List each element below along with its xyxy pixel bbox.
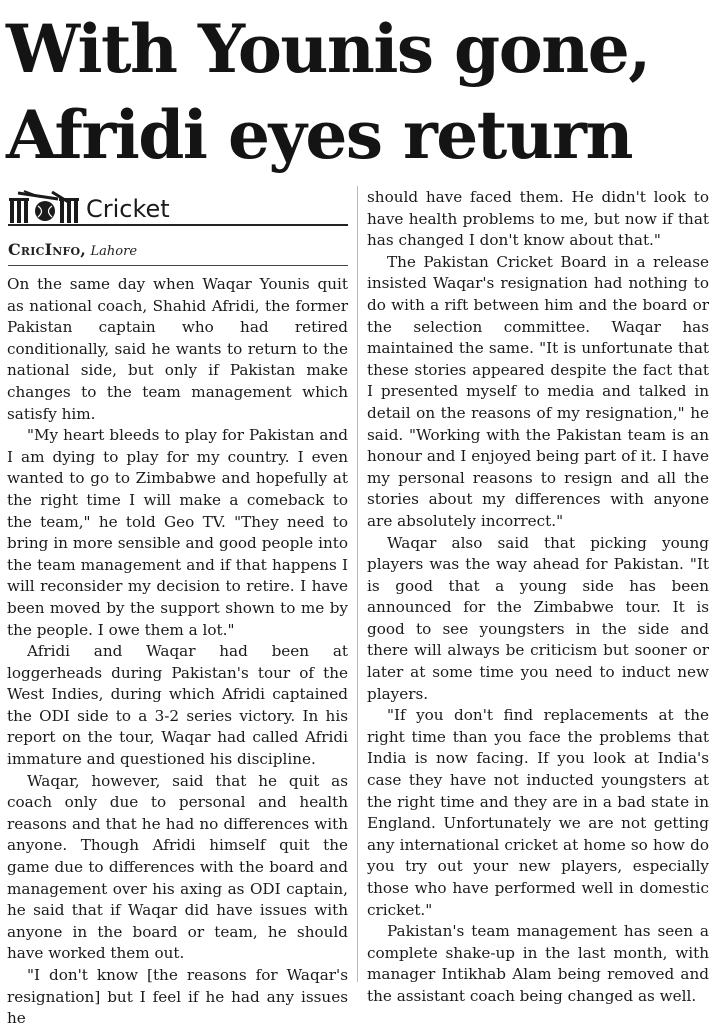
headline-line-2: Afridi eyes return (6, 96, 632, 174)
paragraph: On the same day when Waqar Younis quit as national coach, Shahid Afridi, the former Pakistan captain who had retired conditionally, said he wants to return to the national side, but only if Pakistan make changes to the team management which satisfy him. (7, 275, 348, 423)
headline-line-1: With Younis gone, (6, 10, 650, 88)
paragraph: Afridi and Waqar had been at loggerheads during Pakistan's tour of the West Indies, during which Afridi captained the ODI side to a 3-2 series victory. In his report on the tour, Waqar had called Afridi immature and questioned his discipline. (7, 642, 348, 769)
paragraph: The Pakistan Cricket Board in a release insisted Waqar's resignation had nothing to do with a rift between him and the board or the selection committee. Waqar has maintained the same. "It is unfortunate that these stories appeared despite the fact that I presented myself to media and talked in detail on the reasons of my resignation," he said. "Working with the Pakistan team is an honour and I enjoyed being part of it. I have my personal reasons to resign and all the stories about my differences with anyone are absolutely incorrect." (367, 252, 709, 530)
paragraph: Pakistan's team management has seen a complete shake-up in the last month, with manager Intikhab Alam being removed and the assistant coach being changed as well. (367, 922, 709, 1005)
byline (8, 240, 137, 259)
byline-source: CricInfo, (8, 240, 87, 259)
byline-location: Lahore (90, 244, 138, 259)
column-divider (357, 186, 358, 982)
article-column-1 (7, 274, 348, 1030)
paragraph: Waqar, however, said that he quit as coach only due to personal and health reasons and that he had no differences with anyone. Though Afridi himself quit the game due to differences with the board and management over his axing as ODI captain, he said that if Waqar did have issues with anyone in the board or team, he should have worked them out. (7, 771, 348, 963)
article-column-2 (367, 187, 709, 1008)
paragraph: should have faced them. He didn't look to have health problems to me, but now if that has changed I don't know about that." (367, 188, 709, 250)
section-rule (8, 224, 348, 226)
byline-rule (8, 265, 348, 266)
paragraph: "If you don't find replacements at the right time than you face the problems that India is now facing. If you look at India's case they have not inducted youngsters at the right time and they are in a bad state in England. Unfortunately we are not getting any international cricket at home so how do you try out your new players, especially those who have performed well in domestic cricket." (367, 706, 709, 919)
headline (6, 6, 711, 178)
paragraph: "I don't know [the reasons for Waqar's resignation] but I feel if he had any issues he (7, 966, 348, 1028)
section-label: Cricket (86, 195, 170, 223)
paragraph: Waqar also said that picking young players was the way ahead for Pakistan. "It is good that a young side has been announced for the Zimbabwe tour. It is good to see youngsters in the side and there will always be criticism but sooner or later at some time you need to induct new players. (367, 533, 709, 703)
paragraph: "My heart bleeds to play for Pakistan and I am dying to play for my country. I even wanted to go to Zimbabwe and hopefully at the right time I will make a comeback to the team," he told Geo TV. "They need to bring in more sensible and good people into the team management and if that happens I will reconsider my decision to retire. I have been moved by the support shown to me by the people. I owe them a lot." (7, 426, 348, 639)
cricket-bat-ball-stumps-icon (8, 189, 82, 225)
section-kicker (8, 189, 348, 229)
